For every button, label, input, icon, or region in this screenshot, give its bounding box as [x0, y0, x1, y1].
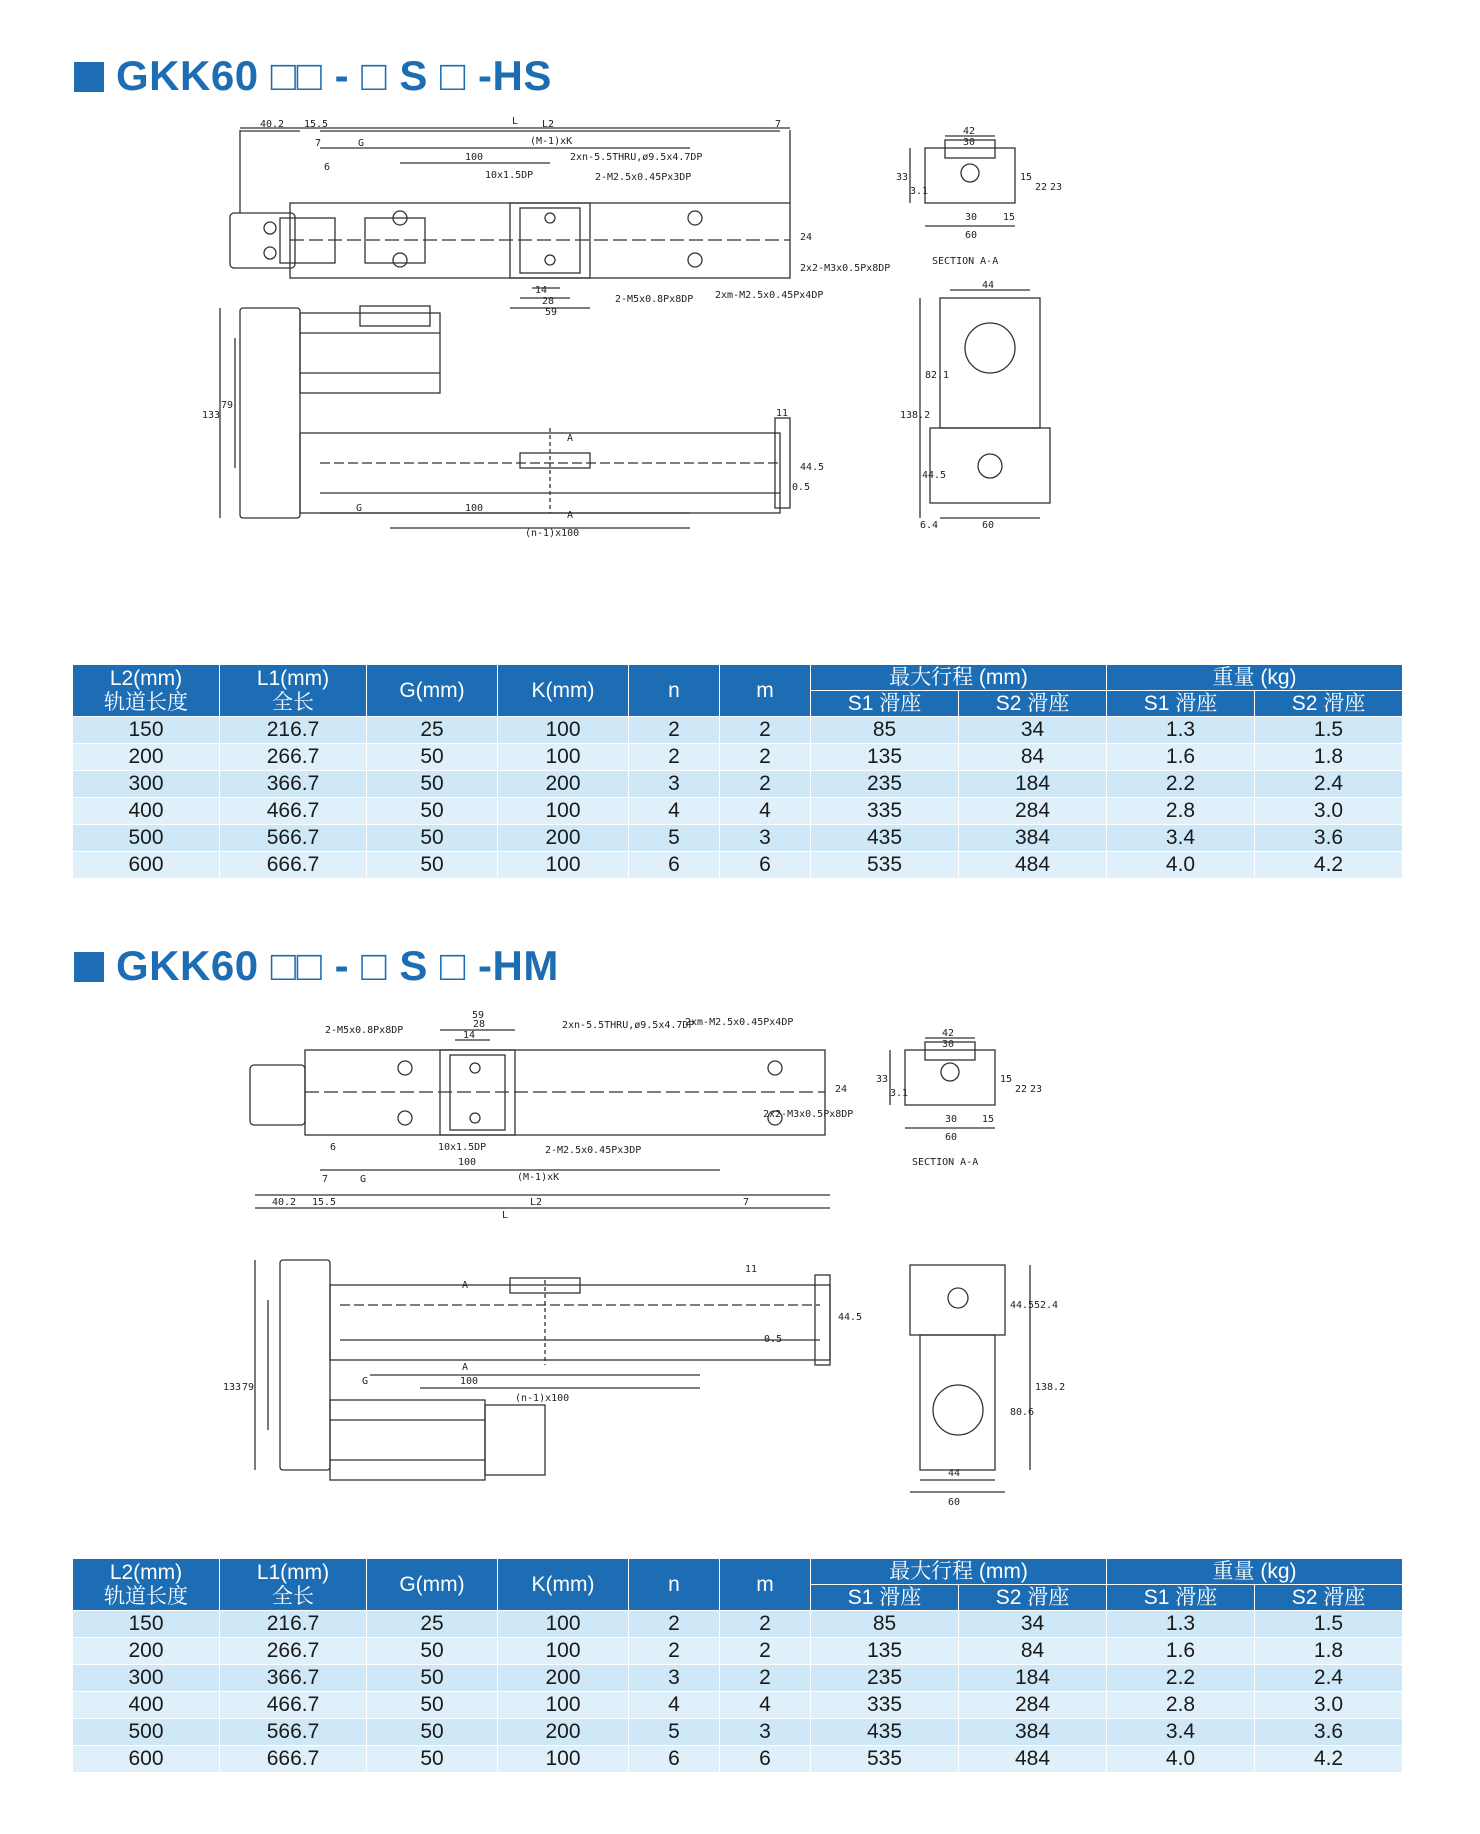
hm-dim-28: 28 — [473, 1019, 486, 1030]
th-stroke-s1: S1 滑座 — [811, 1585, 959, 1611]
table-cell: 2 — [720, 717, 811, 744]
table-cell: 2 — [720, 1638, 811, 1665]
hm-dim-m5-8dp: 2-M5x0.8Px8DP — [325, 1025, 404, 1036]
table-row — [73, 1665, 1403, 1692]
sec-22: 22 — [1035, 182, 1048, 193]
table-cell: 4.0 — [1107, 1746, 1255, 1773]
th-l2: L2(mm) 轨道长度 — [73, 1559, 220, 1611]
hm-dim-m1k: (M-1)xK — [517, 1172, 560, 1183]
end-60: 60 — [982, 520, 995, 531]
table-cell: 500 — [73, 1719, 220, 1746]
table-cell: 535 — [811, 852, 959, 879]
hm-sec-33: 33 — [876, 1074, 889, 1085]
hm-dim-thru: 2xn-5.5THRU,ø9.5x4.7DP — [562, 1020, 695, 1031]
table-body-hs — [73, 717, 1403, 879]
hm-sec-3-1: 3.1 — [890, 1088, 909, 1099]
hm-dim-7-right: 7 — [743, 1197, 750, 1208]
hm-dim-m2-5-4dp: 2xm-M2.5x0.45Px4DP — [685, 1017, 794, 1028]
dim-m3-8dp: 2x2-M3x0.5Px8DP — [800, 263, 891, 274]
table-row — [73, 825, 1403, 852]
table-cell: 200 — [498, 771, 629, 798]
hm-dim-G: G — [360, 1174, 367, 1185]
table-row — [73, 1611, 1403, 1638]
end-44-5: 44.5 — [922, 470, 947, 481]
hm-section-a-bottom: A — [462, 1362, 469, 1373]
table-row — [73, 744, 1403, 771]
hm-dim-79: 79 — [242, 1382, 255, 1393]
sec-60: 60 — [965, 230, 978, 241]
th-weight: 重量 (kg) — [1107, 1559, 1403, 1585]
title-square-icon — [74, 62, 104, 92]
drawing-hm — [223, 1010, 1200, 1530]
dim-L: L — [512, 116, 519, 127]
table-cell: 266.7 — [220, 744, 367, 771]
th-g: G(mm) — [367, 1559, 498, 1611]
table-cell: 2.4 — [1255, 771, 1403, 798]
hm-dim-7-left: 7 — [322, 1174, 329, 1185]
table-cell: 25 — [367, 1611, 498, 1638]
dim-59: 59 — [545, 307, 558, 318]
table-cell: 85 — [811, 1611, 959, 1638]
table-cell: 300 — [73, 771, 220, 798]
th-k: K(mm) — [498, 665, 629, 717]
table-cell: 100 — [498, 744, 629, 771]
table-cell: 600 — [73, 852, 220, 879]
table-cell: 500 — [73, 825, 220, 852]
table-cell: 100 — [498, 717, 629, 744]
table-row — [73, 1719, 1403, 1746]
table-cell: 200 — [498, 825, 629, 852]
dim-14: 14 — [535, 285, 548, 296]
dim-L2: L2 — [542, 119, 555, 130]
sec-33: 33 — [896, 172, 909, 183]
dim-44-5: 44.5 — [800, 462, 825, 473]
hm-sec-15: 15 — [1000, 1074, 1013, 1085]
section-aa-label: SECTION A-A — [932, 256, 999, 267]
table-cell: 100 — [498, 1746, 629, 1773]
hm-dim-G-side: G — [362, 1376, 369, 1387]
table-cell: 1.3 — [1107, 1611, 1255, 1638]
hm-dim-133: 133 — [223, 1382, 242, 1393]
hm-dim-10x1-5dp: 10x1.5DP — [438, 1142, 487, 1153]
table-cell: 135 — [811, 1638, 959, 1665]
table-cell: 435 — [811, 825, 959, 852]
table-cell: 6 — [629, 1746, 720, 1773]
table-cell: 1.6 — [1107, 1638, 1255, 1665]
dim-m2-5-4dp: 2xm-M2.5x0.45Px4DP — [715, 290, 824, 301]
dim-133: 133 — [202, 410, 221, 421]
hm-end-52-4: 52.4 — [1034, 1300, 1059, 1311]
table-cell: 466.7 — [220, 1692, 367, 1719]
sec-15-bottom: 15 — [1003, 212, 1016, 223]
table-cell: 200 — [498, 1719, 629, 1746]
table-cell: 384 — [959, 1719, 1107, 1746]
table-cell: 25 — [367, 717, 498, 744]
table-cell: 200 — [73, 744, 220, 771]
dim-n1x100: (n-1)x100 — [525, 528, 580, 539]
dim-15-5: 15.5 — [304, 119, 329, 130]
table-cell: 50 — [367, 1719, 498, 1746]
table-cell: 284 — [959, 1692, 1107, 1719]
technical-drawing-hs — [202, 116, 1200, 638]
table-row — [73, 852, 1403, 879]
table-cell: 100 — [498, 1638, 629, 1665]
table-cell: 6 — [720, 852, 811, 879]
table-cell: 4.2 — [1255, 852, 1403, 879]
table-cell: 2 — [720, 1665, 811, 1692]
table-cell: 3.0 — [1255, 798, 1403, 825]
table-cell: 100 — [498, 852, 629, 879]
table-cell: 100 — [498, 1692, 629, 1719]
table-cell: 85 — [811, 717, 959, 744]
th-max-stroke: 最大行程 (mm) — [811, 665, 1107, 691]
table-cell: 2 — [720, 771, 811, 798]
hm-end-60: 60 — [948, 1497, 961, 1508]
th-weight-s1: S1 滑座 — [1107, 691, 1255, 717]
technical-drawing-hm — [223, 1010, 1200, 1530]
th-n: n — [629, 1559, 720, 1611]
th-m: m — [720, 1559, 811, 1611]
th-stroke-s2: S2 滑座 — [959, 691, 1107, 717]
section-mark-a-bottom: A — [567, 510, 574, 521]
hm-dim-15-5: 15.5 — [312, 1197, 337, 1208]
hm-dim-44-5: 44.5 — [838, 1312, 863, 1323]
th-weight-s1: S1 滑座 — [1107, 1585, 1255, 1611]
table-cell: 484 — [959, 1746, 1107, 1773]
hm-dim-14: 14 — [463, 1030, 476, 1041]
dim-10x1-5dp: 10x1.5DP — [485, 170, 534, 181]
dim-m5-8dp: 2-M5x0.8Px8DP — [615, 294, 694, 305]
table-row — [73, 771, 1403, 798]
dim-7-right: 7 — [775, 119, 782, 130]
table-cell: 3.4 — [1107, 825, 1255, 852]
table-cell: 3 — [720, 1719, 811, 1746]
section-mark-a-top: A — [567, 433, 574, 444]
table-cell: 2 — [629, 717, 720, 744]
table-cell: 200 — [498, 1665, 629, 1692]
end-6-4: 6.4 — [920, 520, 939, 531]
sec-3-1: 3.1 — [910, 186, 929, 197]
table-cell: 50 — [367, 852, 498, 879]
table-cell: 4.2 — [1255, 1746, 1403, 1773]
table-row — [73, 1692, 1403, 1719]
table-cell: 300 — [73, 1665, 220, 1692]
table-cell: 484 — [959, 852, 1107, 879]
table-cell: 34 — [959, 717, 1107, 744]
table-cell: 3.6 — [1255, 825, 1403, 852]
table-cell: 435 — [811, 1719, 959, 1746]
table-cell: 135 — [811, 744, 959, 771]
table-cell: 84 — [959, 744, 1107, 771]
table-cell: 216.7 — [220, 717, 367, 744]
dim-28: 28 — [542, 296, 555, 307]
table-cell: 1.8 — [1255, 1638, 1403, 1665]
th-weight-s2: S2 滑座 — [1255, 1585, 1403, 1611]
sec-15: 15 — [1020, 172, 1033, 183]
table-cell: 3 — [629, 771, 720, 798]
table-cell: 84 — [959, 1638, 1107, 1665]
hm-dim-L2: L2 — [530, 1197, 543, 1208]
sec-42: 42 — [963, 126, 976, 137]
table-cell: 666.7 — [220, 1746, 367, 1773]
table-cell: 2 — [720, 744, 811, 771]
hm-section-aa-label: SECTION A-A — [912, 1157, 979, 1168]
th-n: n — [629, 665, 720, 717]
table-cell: 50 — [367, 771, 498, 798]
th-weight-s2: S2 滑座 — [1255, 691, 1403, 717]
table-cell: 3.0 — [1255, 1692, 1403, 1719]
table-cell: 2 — [629, 1611, 720, 1638]
dim-79: 79 — [221, 400, 234, 411]
dim-G: G — [358, 138, 365, 149]
table-cell: 5 — [629, 825, 720, 852]
table-row — [73, 717, 1403, 744]
dim-G-side: G — [356, 503, 363, 514]
table-cell: 1.3 — [1107, 717, 1255, 744]
sec-30-bottom: 30 — [965, 212, 978, 223]
table-cell: 2 — [629, 1638, 720, 1665]
dim-40-2: 40.2 — [260, 119, 285, 130]
table-cell: 2 — [629, 744, 720, 771]
table-cell: 3 — [629, 1665, 720, 1692]
dim-6: 6 — [324, 162, 331, 173]
hm-end-80-6: 80.6 — [1010, 1407, 1035, 1418]
table-cell: 34 — [959, 1611, 1107, 1638]
table-cell: 535 — [811, 1746, 959, 1773]
hm-dim-100-side: 100 — [460, 1376, 479, 1387]
table-row — [73, 1746, 1403, 1773]
table-cell: 150 — [73, 1611, 220, 1638]
table-cell: 184 — [959, 771, 1107, 798]
hm-section-a-top: A — [462, 1280, 469, 1291]
table-cell: 366.7 — [220, 1665, 367, 1692]
table-cell: 4 — [720, 798, 811, 825]
th-l2: L2(mm) 轨道长度 — [73, 665, 220, 717]
table-cell: 266.7 — [220, 1638, 367, 1665]
table-cell: 566.7 — [220, 1719, 367, 1746]
sec-30: 30 — [963, 137, 976, 148]
spec-table-hs — [72, 664, 1403, 879]
hm-end-44: 44 — [948, 1468, 961, 1479]
hm-dim-0-5: 0.5 — [764, 1334, 783, 1345]
table-cell: 100 — [498, 1611, 629, 1638]
dim-11: 11 — [776, 408, 789, 419]
hm-sec-23: 23 — [1030, 1084, 1043, 1095]
section-title-hm: GKK60 □□ - □ S □ -HM — [74, 942, 559, 990]
th-g: G(mm) — [367, 665, 498, 717]
table-cell: 235 — [811, 771, 959, 798]
table-cell: 50 — [367, 798, 498, 825]
table-cell: 2.8 — [1107, 1692, 1255, 1719]
hm-dim-6: 6 — [330, 1142, 337, 1153]
hm-sec-60: 60 — [945, 1132, 958, 1143]
table-cell: 2.8 — [1107, 798, 1255, 825]
drawing-hs — [202, 116, 1200, 638]
hm-sec-30-bottom: 30 — [945, 1114, 958, 1125]
hm-sec-30: 30 — [942, 1039, 955, 1050]
end-138-2: 138.2 — [900, 410, 931, 421]
table-cell: 400 — [73, 798, 220, 825]
dim-m1k: (M-1)xK — [530, 136, 573, 147]
table-row — [73, 1638, 1403, 1665]
table-cell: 4.0 — [1107, 852, 1255, 879]
table-cell: 1.5 — [1255, 1611, 1403, 1638]
hm-dim-59: 59 — [472, 1010, 485, 1021]
table-cell: 1.5 — [1255, 717, 1403, 744]
dim-7-left: 7 — [315, 138, 322, 149]
table-cell: 3.4 — [1107, 1719, 1255, 1746]
section-title-hs: GKK60 □□ - □ S □ -HS — [74, 52, 552, 100]
table-cell: 2.2 — [1107, 771, 1255, 798]
th-stroke-s1: S1 滑座 — [811, 691, 959, 717]
table-cell: 4 — [720, 1692, 811, 1719]
table-cell: 4 — [629, 798, 720, 825]
sec-23: 23 — [1050, 182, 1063, 193]
table-cell: 184 — [959, 1665, 1107, 1692]
dim-m2-5-3dp: 2-M2.5x0.45Px3DP — [595, 172, 692, 183]
table-cell: 400 — [73, 1692, 220, 1719]
table-cell: 50 — [367, 1665, 498, 1692]
table-cell: 150 — [73, 717, 220, 744]
table-cell: 6 — [629, 852, 720, 879]
table-cell: 1.6 — [1107, 744, 1255, 771]
table-cell: 666.7 — [220, 852, 367, 879]
hm-dim-m3-8dp: 2x2-M3x0.5Px8DP — [763, 1109, 854, 1120]
table-cell: 2 — [720, 1611, 811, 1638]
table-cell: 200 — [73, 1638, 220, 1665]
title-square-icon — [74, 952, 104, 982]
hm-dim-L: L — [502, 1210, 509, 1221]
th-m: m — [720, 665, 811, 717]
table-cell: 100 — [498, 798, 629, 825]
table-cell: 5 — [629, 1719, 720, 1746]
table-cell: 335 — [811, 1692, 959, 1719]
table-cell: 2.4 — [1255, 1665, 1403, 1692]
th-k: K(mm) — [498, 1559, 629, 1611]
table-cell: 50 — [367, 1746, 498, 1773]
end-82-1: 82.1 — [925, 370, 950, 381]
th-stroke-s2: S2 滑座 — [959, 1585, 1107, 1611]
table-cell: 216.7 — [220, 1611, 367, 1638]
table-cell: 600 — [73, 1746, 220, 1773]
hm-dim-100: 100 — [458, 1157, 477, 1168]
table-cell: 235 — [811, 1665, 959, 1692]
table-row — [73, 798, 1403, 825]
table-cell: 50 — [367, 825, 498, 852]
table-cell: 6 — [720, 1746, 811, 1773]
th-weight: 重量 (kg) — [1107, 665, 1403, 691]
hm-sec-15-bottom: 15 — [982, 1114, 995, 1125]
table-cell: 366.7 — [220, 771, 367, 798]
th-l1: L1(mm) 全长 — [220, 1559, 367, 1611]
dim-24: 24 — [800, 232, 813, 243]
th-max-stroke: 最大行程 (mm) — [811, 1559, 1107, 1585]
table-cell: 50 — [367, 744, 498, 771]
dim-thru: 2xn-5.5THRU,ø9.5x4.7DP — [570, 152, 703, 163]
dim-100: 100 — [465, 152, 484, 163]
table-cell: 284 — [959, 798, 1107, 825]
hm-end-138-2: 138.2 — [1035, 1382, 1066, 1393]
hm-sec-22: 22 — [1015, 1084, 1028, 1095]
dim-0-5: 0.5 — [792, 482, 811, 493]
table-cell: 2.2 — [1107, 1665, 1255, 1692]
hm-dim-24: 24 — [835, 1084, 848, 1095]
hm-dim-40-2: 40.2 — [272, 1197, 297, 1208]
table-cell: 1.8 — [1255, 744, 1403, 771]
table-cell: 50 — [367, 1638, 498, 1665]
table-cell: 50 — [367, 1692, 498, 1719]
table-cell: 4 — [629, 1692, 720, 1719]
dim-100-side: 100 — [465, 503, 484, 514]
th-l1: L1(mm) 全长 — [220, 665, 367, 717]
spec-table-hm — [72, 1558, 1403, 1773]
hm-dim-m2-5-3dp: 2-M2.5x0.45Px3DP — [545, 1145, 642, 1156]
table-cell: 335 — [811, 798, 959, 825]
table-cell: 384 — [959, 825, 1107, 852]
hm-dim-n1x100: (n-1)x100 — [515, 1393, 570, 1404]
table-cell: 3 — [720, 825, 811, 852]
table-cell: 566.7 — [220, 825, 367, 852]
end-44: 44 — [982, 280, 995, 291]
table-cell: 3.6 — [1255, 1719, 1403, 1746]
hm-sec-42: 42 — [942, 1028, 955, 1039]
hm-end-44-5: 44.5 — [1010, 1300, 1035, 1311]
table-body-hm — [73, 1611, 1403, 1773]
table-cell: 466.7 — [220, 798, 367, 825]
hm-dim-11: 11 — [745, 1264, 758, 1275]
